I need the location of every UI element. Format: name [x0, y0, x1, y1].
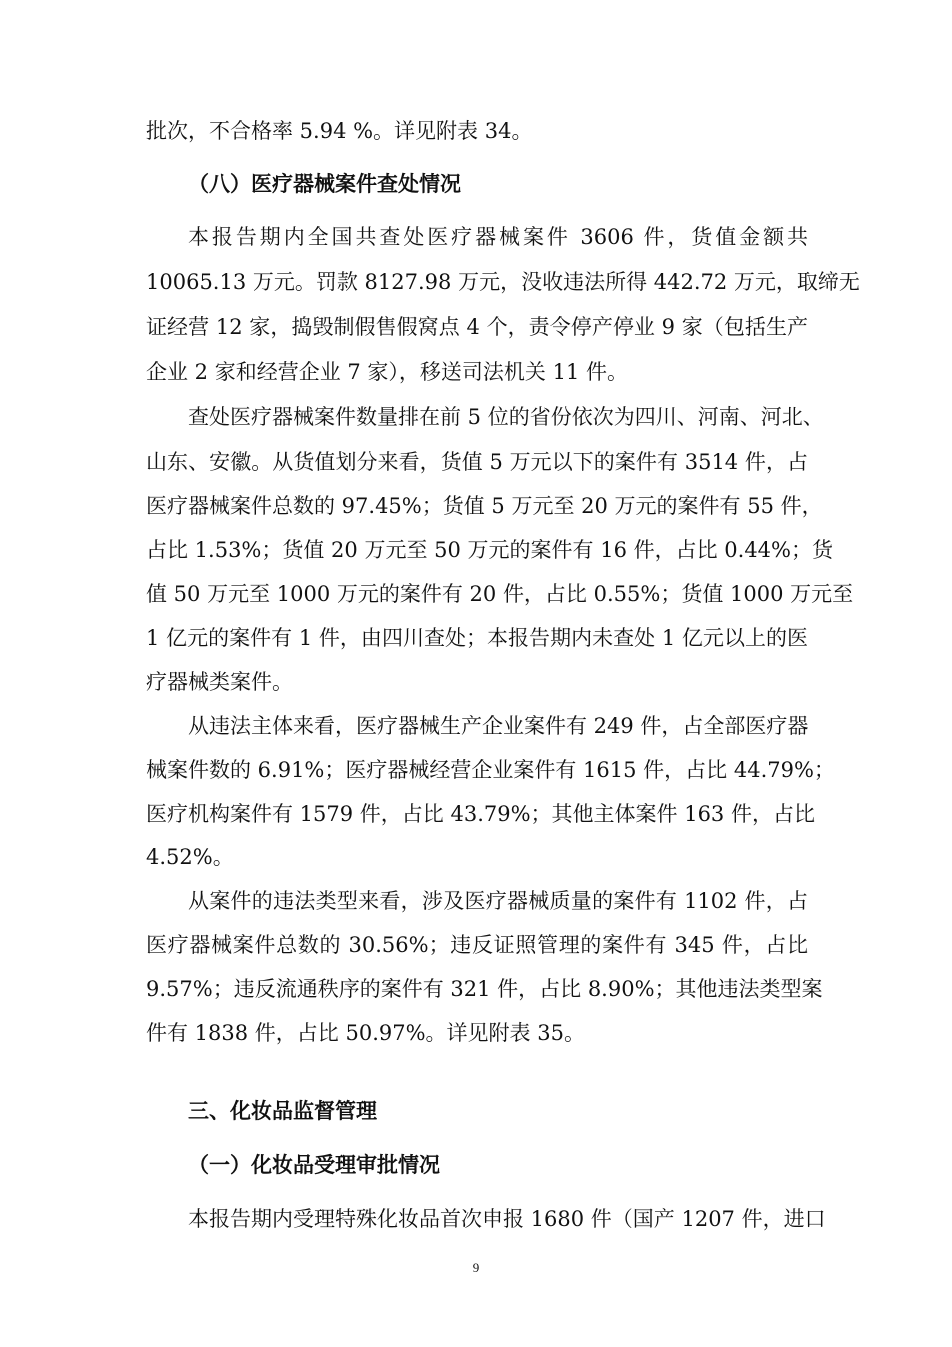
section-heading-1: （一）化妆品受理审批情况: [188, 1153, 440, 1177]
chapter-heading-3: 三、化妆品监督管理: [188, 1099, 377, 1123]
paragraph-line: 企业 2 家和经营企业 7 家），移送司法机关 11 件。: [146, 360, 628, 384]
paragraph-line: 本报告期内全国共查处医疗器械案件 3606 件，货值金额共: [188, 225, 808, 249]
paragraph-line: 证经营 12 家，捣毁制假售假窝点 4 个，责令停产停业 9 家（包括生产: [146, 315, 808, 339]
section-heading-8: （八）医疗器械案件查处情况: [188, 172, 461, 196]
paragraph-line: 10065.13 万元。罚款 8127.98 万元，没收违法所得 442.72 万元，取缔无: [146, 270, 860, 294]
paragraph-line: 医疗器械案件总数的 97.45%；货值 5 万元至 20 万元的案件有 55 件，: [146, 494, 823, 518]
paragraph-line: 批次，不合格率 5.94 %。详见附表 34。: [146, 119, 533, 143]
paragraph-line: 占比 1.53%；货值 20 万元至 50 万元的案件有 16 件，占比 0.44%；货: [146, 538, 833, 562]
paragraph-line: 本报告期内受理特殊化妆品首次申报 1680 件（国产 1207 件，进口: [188, 1207, 826, 1231]
paragraph-line: 医疗器械案件总数的 30.56%；违反证照管理的案件有 345 件，占比: [146, 933, 808, 957]
paragraph-line: 查处医疗器械案件数量排在前 5 位的省份依次为四川、河南、河北、: [188, 405, 824, 429]
paragraph-line: 疗器械类案件。: [146, 670, 293, 694]
paragraph-line: 械案件数的 6.91%；医疗器械经营企业案件有 1615 件，占比 44.79%；: [146, 758, 835, 782]
paragraph-line: 9.57%；违反流通秩序的案件有 321 件，占比 8.90%；其他违法类型案: [146, 977, 823, 1001]
paragraph-line: 山东、安徽。从货值划分来看，货值 5 万元以下的案件有 3514 件，占: [146, 450, 808, 474]
page-number: 9: [472, 1260, 480, 1275]
paragraph-line: 件有 1838 件，占比 50.97%。详见附表 35。: [146, 1021, 585, 1045]
paragraph-line: 从违法主体来看，医疗器械生产企业案件有 249 件，占全部医疗器: [188, 714, 809, 738]
paragraph-line: 1 亿元的案件有 1 件，由四川查处；本报告期内未查处 1 亿元以上的医: [146, 626, 808, 650]
paragraph-line: 4.52%。: [146, 845, 234, 869]
paragraph-line: 医疗机构案件有 1579 件，占比 43.79%；其他主体案件 163 件，占比: [146, 802, 815, 826]
paragraph-line: 从案件的违法类型来看，涉及医疗器械质量的案件有 1102 件，占: [188, 889, 808, 913]
paragraph-line: 值 50 万元至 1000 万元的案件有 20 件，占比 0.55%；货值 1000 万元至: [146, 582, 854, 606]
